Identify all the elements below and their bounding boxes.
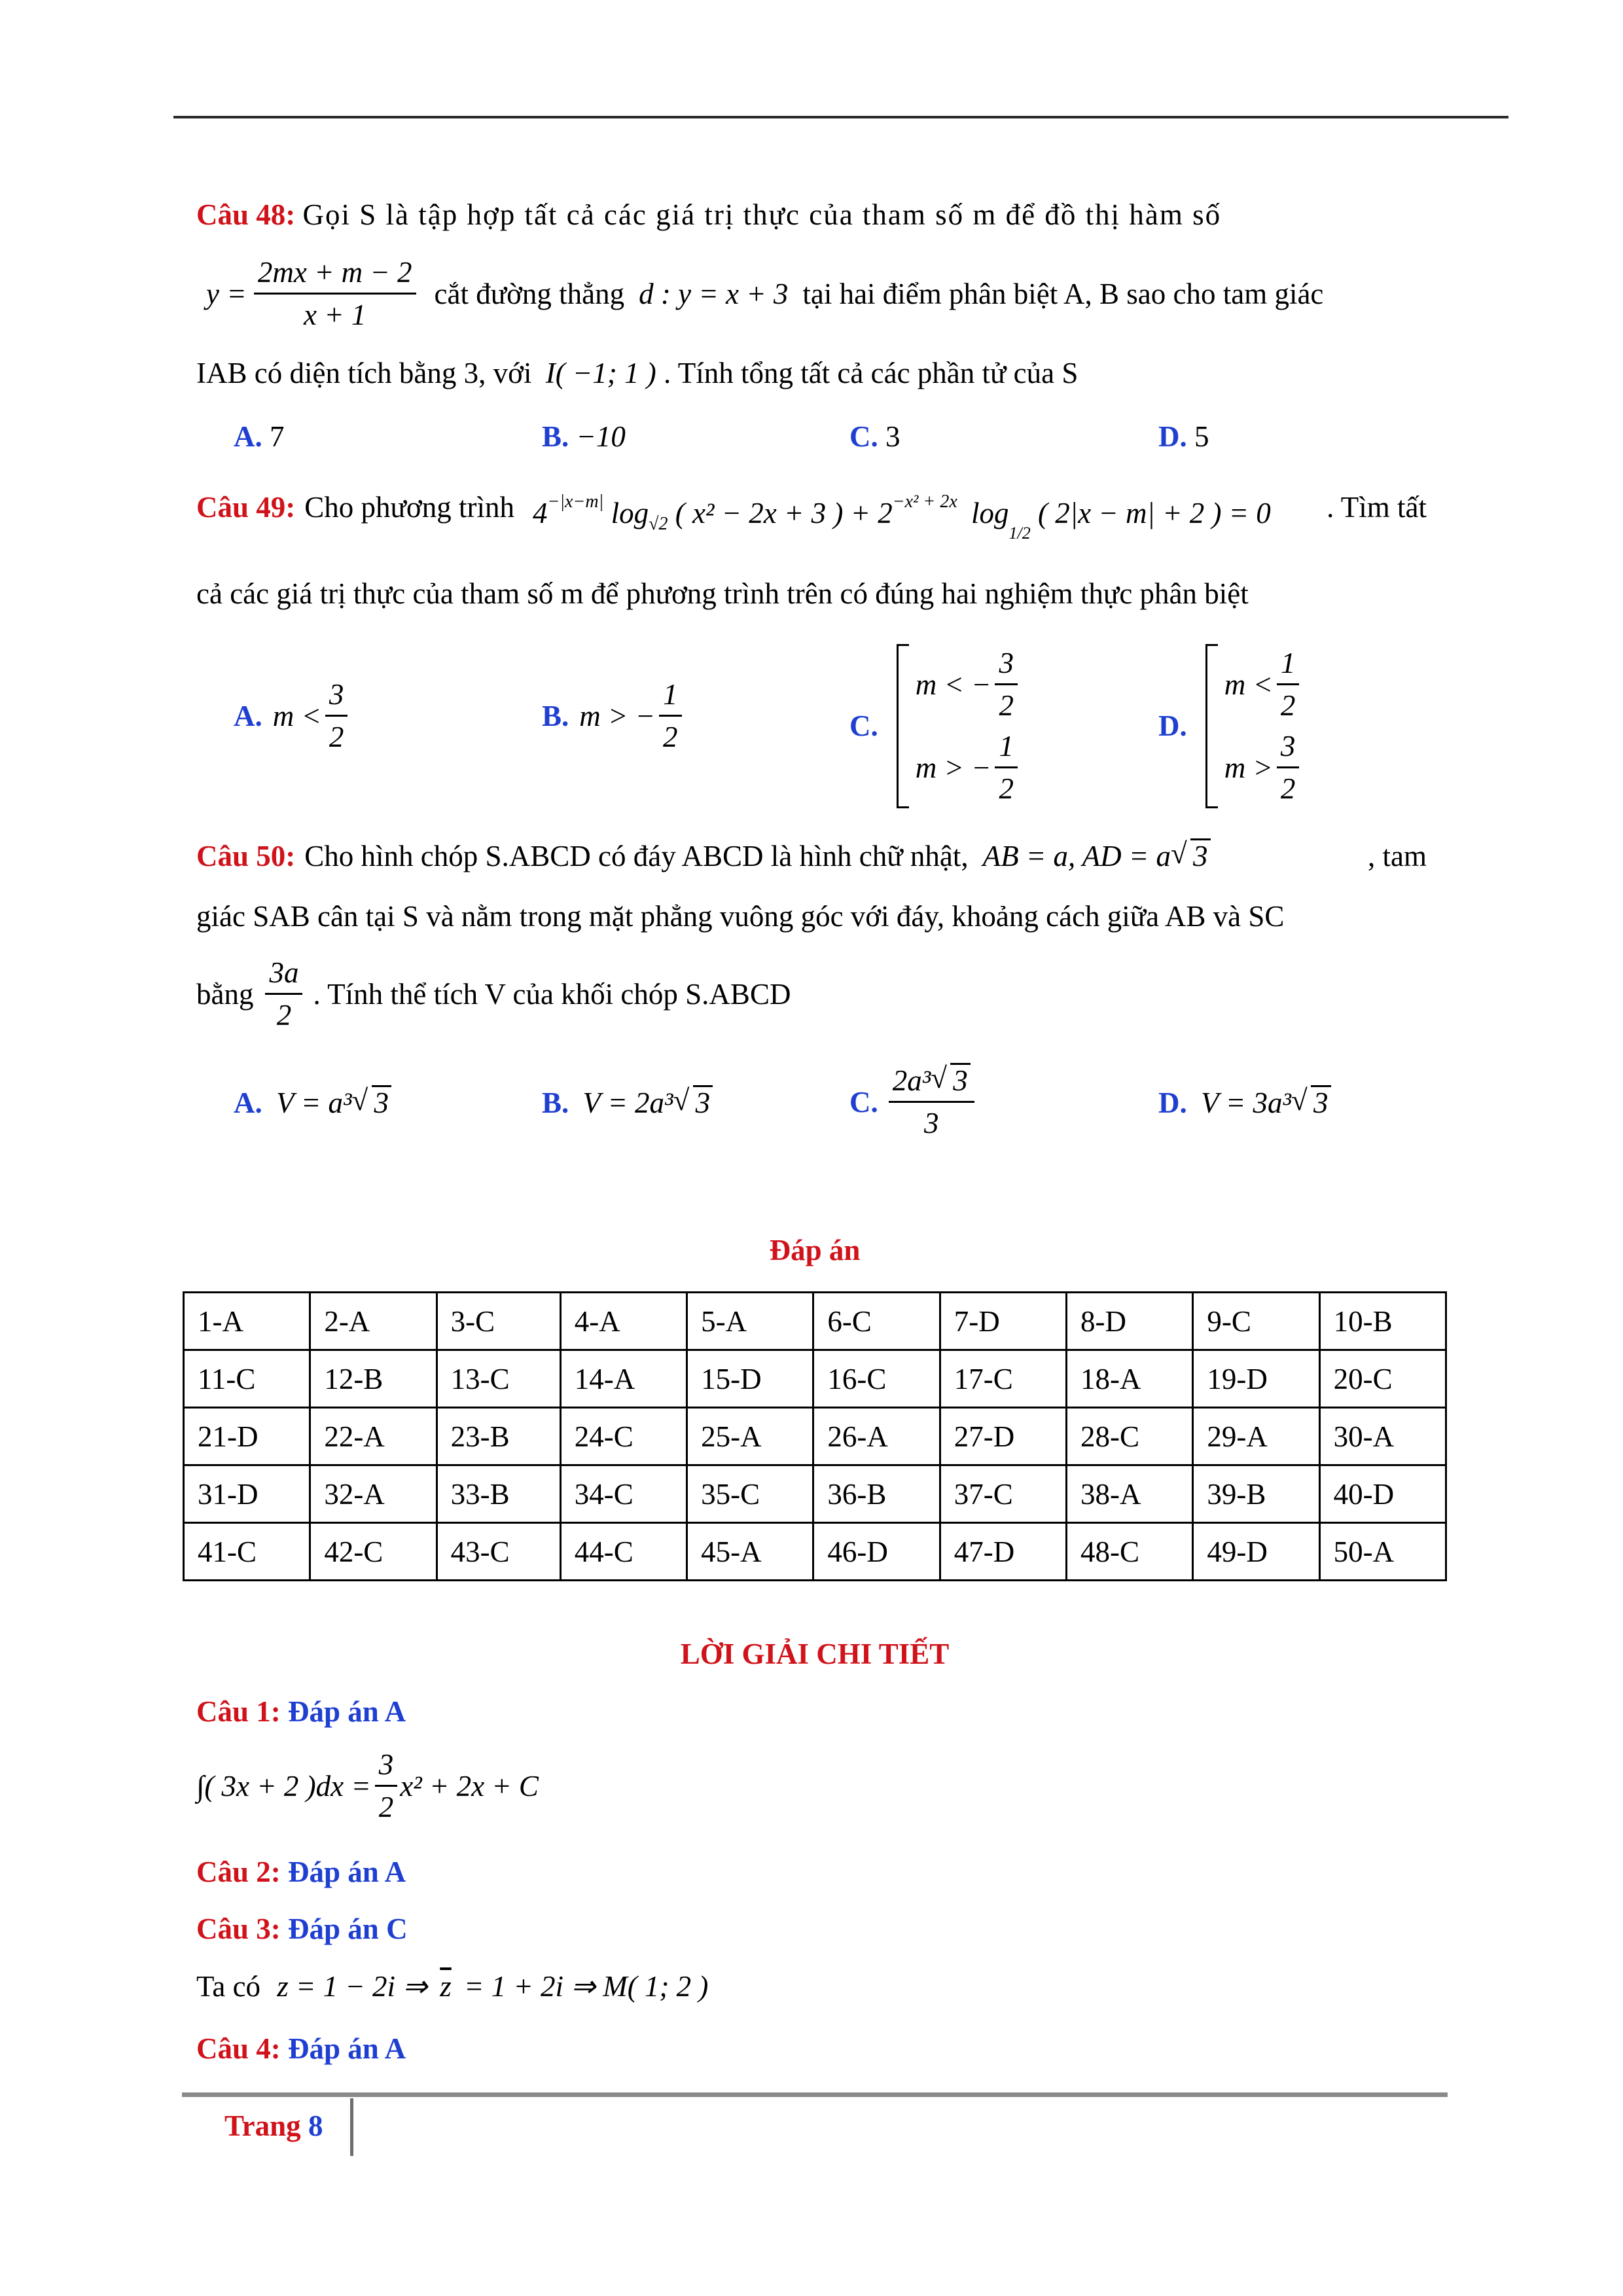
choice-letter: C. xyxy=(849,709,878,742)
q48-text5: . Tính tổng tất cả các phần tử của S xyxy=(664,357,1079,389)
answer-cell: 19-D xyxy=(1193,1350,1319,1408)
answer-cell: 2-A xyxy=(310,1293,437,1350)
table-row xyxy=(184,1293,1446,1350)
answer-cell: 28-C xyxy=(1067,1408,1193,1465)
q50-text4: bằng xyxy=(196,977,254,1011)
q48-text3: tại hai điểm phân biệt A, B sao cho tam giác xyxy=(802,277,1324,310)
answer-cell: 42-C xyxy=(310,1523,437,1581)
answer-cell: 29-A xyxy=(1193,1408,1319,1465)
q50-choice-a[interactable]: A. V = a³ √ 3 xyxy=(234,1083,391,1122)
q48-line-eq: d : y = x + 3 xyxy=(639,277,789,310)
answer-cell: 36-B xyxy=(813,1465,940,1523)
q48-choice-b[interactable] xyxy=(542,417,626,456)
sol-answer: Đáp án A xyxy=(288,1695,406,1728)
choice-letter: A. xyxy=(234,420,262,453)
q50-choice-d[interactable]: D. V = 3a³ √ 3 xyxy=(1158,1083,1331,1122)
q50-line1 xyxy=(196,836,1427,876)
choice-value: −10 xyxy=(576,420,626,453)
choice-letter: A. xyxy=(234,1086,262,1119)
q50-line3 xyxy=(196,952,791,1035)
answer-cell: 25-A xyxy=(687,1408,813,1465)
sol1-integral: ∫( 3x + 2 )dx = xyxy=(196,1769,371,1803)
bracket-icon xyxy=(1205,644,1218,808)
page-number: 8 xyxy=(308,2109,323,2142)
choice-letter: B. xyxy=(542,420,569,453)
q50-line2 xyxy=(196,897,1284,936)
answer-cell: 6-C xyxy=(813,1293,940,1350)
answer-cell: 37-C xyxy=(940,1465,1066,1523)
sol3-heading xyxy=(196,1909,408,1948)
q50-label: Câu 50: xyxy=(196,840,296,872)
q49-text1: Cho phương trình xyxy=(304,491,514,524)
answer-cell: 11-C xyxy=(184,1350,310,1408)
q48-point: I( −1; 1 ) xyxy=(545,357,656,389)
sol4-heading xyxy=(196,2029,406,2068)
answer-cell: 4-A xyxy=(560,1293,687,1350)
answer-cell: 31-D xyxy=(184,1465,310,1523)
answer-cell: 22-A xyxy=(310,1408,437,1465)
sol-label: Câu 3: xyxy=(196,1912,281,1945)
q48-text4: IAB có diện tích bằng 3, với xyxy=(196,357,532,389)
answer-cell: 16-C xyxy=(813,1350,940,1408)
q48-frac-den: x + 1 xyxy=(304,298,366,331)
choice-system: m < − $\frac{3}{2}$ m > − $\frac{1}{2}$ xyxy=(916,643,1018,809)
answer-cell: 35-C xyxy=(687,1465,813,1523)
answer-cell: 34-C xyxy=(560,1465,687,1523)
table-row xyxy=(184,1350,1446,1408)
q50-fraction: $\frac{3a}{2}$ xyxy=(265,952,302,1035)
sol-label: Câu 4: xyxy=(196,2032,281,2065)
q50-text3: giác SAB cân tại S và nằm trong mặt phẳng vuông góc với đáy, khoảng cách giữa AB và SC xyxy=(196,900,1285,933)
sol-answer: Đáp án C xyxy=(288,1912,408,1945)
q48-y: y = xyxy=(206,277,247,310)
sol3-eq-rest: = 1 + 2i ⇒ M( 1; 2 ) xyxy=(464,1970,709,2003)
footer-rule xyxy=(182,2092,1448,2097)
answer-cell: 46-D xyxy=(813,1523,940,1581)
footer-divider xyxy=(350,2098,353,2156)
answer-cell: 15-D xyxy=(687,1350,813,1408)
sol3-prefix: Ta có xyxy=(196,1970,261,2003)
choice-fraction: $\frac{1}{2}$ xyxy=(659,674,682,757)
sol1-rest: x² + 2x + C xyxy=(400,1769,539,1803)
answer-cell: 1-A xyxy=(184,1293,310,1350)
q50-text1: Cho hình chóp S.ABCD có đáy ABCD là hình chữ nhật, xyxy=(304,840,969,872)
choice-letter: C. xyxy=(849,420,878,453)
table-row xyxy=(184,1465,1446,1523)
solutions-title: LỜI GIẢI CHI TIẾT xyxy=(680,1638,950,1670)
answer-cell: 26-A xyxy=(813,1408,940,1465)
answer-cell: 32-A xyxy=(310,1465,437,1523)
q48-line2 xyxy=(206,252,1427,335)
choice-value: V = a³ xyxy=(276,1086,352,1119)
q49-choice-c[interactable] xyxy=(849,643,1018,809)
answer-cell: 48-C xyxy=(1067,1523,1193,1581)
choice-fraction: $\frac{3}{2}$ xyxy=(325,674,348,757)
sol1-heading xyxy=(196,1692,406,1731)
answer-cell: 12-B xyxy=(310,1350,437,1408)
answer-cell: 20-C xyxy=(1319,1350,1446,1408)
q49-label: Câu 49: xyxy=(196,491,296,524)
answer-cell: 7-D xyxy=(940,1293,1066,1350)
q50-eq1: AB = a, AD = a √ 3 xyxy=(983,836,1211,876)
choice-letter: D. xyxy=(1158,1086,1187,1119)
q50-text2: , tam xyxy=(1368,840,1427,872)
answer-cell: 43-C xyxy=(437,1523,560,1581)
q48-choice-a[interactable] xyxy=(234,417,285,456)
q50-choice-c[interactable] xyxy=(849,1060,974,1143)
choice-letter: B. xyxy=(542,699,569,732)
sol1-equation xyxy=(196,1744,539,1827)
q49-text3: cả các giá trị thực của tham số m để phương trình trên có đúng hai nghiệm thực phân biệt xyxy=(196,577,1249,610)
table-row xyxy=(184,1408,1446,1465)
answer-cell: 38-A xyxy=(1067,1465,1193,1523)
bracket-icon xyxy=(897,644,909,808)
answer-cell: 47-D xyxy=(940,1523,1066,1581)
answer-cell: 18-A xyxy=(1067,1350,1193,1408)
q48-frac-num: 2mx + m − 2 xyxy=(254,252,416,295)
q48-choice-d[interactable] xyxy=(1158,417,1209,456)
answer-cell: 10-B xyxy=(1319,1293,1446,1350)
sol1-fraction: $\frac{3}{2}$ xyxy=(375,1744,398,1827)
sol2-heading xyxy=(196,1852,406,1892)
sol3-zbar: $\overline{z}$ xyxy=(440,1970,452,2003)
choice-letter: A. xyxy=(234,699,262,732)
answer-cell: 13-C xyxy=(437,1350,560,1408)
answer-cell: 40-D xyxy=(1319,1465,1446,1523)
choice-letter: C. xyxy=(849,1085,878,1119)
answer-cell: 3-C xyxy=(437,1293,560,1350)
answer-cell: 41-C xyxy=(184,1523,310,1581)
choice-letter: B. xyxy=(542,1086,569,1119)
answer-cell: 50-A xyxy=(1319,1523,1446,1581)
page-footer xyxy=(224,2106,323,2145)
answer-cell: 21-D xyxy=(184,1408,310,1465)
q49-line1 xyxy=(196,488,1427,544)
answer-cell: 8-D xyxy=(1067,1293,1193,1350)
q48-text2: cắt đường thẳng xyxy=(434,277,625,310)
choice-system: m < $\frac{1}{2}$ m > $\frac{3}{2}$ xyxy=(1224,643,1300,809)
q49-choice-b[interactable] xyxy=(542,674,682,757)
choice-value: V = 3a³ xyxy=(1201,1086,1292,1119)
answer-cell: 5-A xyxy=(687,1293,813,1350)
q48-text1: Gọi S là tập hợp tất cả các giá trị thực của tham số m để đồ thị hàm số xyxy=(302,198,1222,231)
q48-fraction xyxy=(254,252,416,335)
sol-label: Câu 2: xyxy=(196,1856,281,1888)
choice-value: 3 xyxy=(885,420,901,453)
choice-lhs: m < xyxy=(272,699,321,732)
answer-cell: 49-D xyxy=(1193,1523,1319,1581)
sol-label: Câu 1: xyxy=(196,1695,281,1728)
answer-cell: 24-C xyxy=(560,1408,687,1465)
answer-cell: 17-C xyxy=(940,1350,1066,1408)
choice-value: 5 xyxy=(1194,420,1209,453)
q49-choice-d[interactable] xyxy=(1158,643,1299,809)
q49-equation: $4^{-|x-m|}$ $\log_{√2}$ ( x² − 2x + 3 ) + $2^{-x^2 + 2x}$ $\log_{1/2}$ ( 2|x − m| + 2 ) = 0 xyxy=(532,492,1271,543)
answers-title: Đáp án xyxy=(769,1234,861,1266)
footer-label: Trang xyxy=(224,2109,301,2142)
sol-answer: Đáp án A xyxy=(288,1856,406,1888)
answer-cell: 39-B xyxy=(1193,1465,1319,1523)
answer-cell: 9-C xyxy=(1193,1293,1319,1350)
choice-letter: D. xyxy=(1158,420,1187,453)
choice-value: V = 2a³ xyxy=(582,1086,673,1119)
answer-cell: 14-A xyxy=(560,1350,687,1408)
answer-cell: 44-C xyxy=(560,1523,687,1581)
q48-label: Câu 48: xyxy=(196,198,296,231)
q49-text2: . Tìm tất xyxy=(1327,491,1427,524)
q48-line3 xyxy=(196,353,1078,393)
answer-cell: 33-B xyxy=(437,1465,560,1523)
choice-fraction: $\frac{\text{2a³ √ 3}}{3}$ xyxy=(889,1060,974,1143)
header-rule xyxy=(173,116,1508,118)
q50-choice-b[interactable]: B. V = 2a³ √ 3 xyxy=(542,1083,713,1122)
choice-value: 7 xyxy=(270,420,285,453)
answer-table xyxy=(183,1291,1447,1581)
choice-lhs: m > − xyxy=(579,699,655,732)
q48-choice-c[interactable] xyxy=(849,417,901,456)
q49-choice-a[interactable] xyxy=(234,674,348,757)
sol3-eq: z = 1 − 2i ⇒ xyxy=(277,1970,427,2003)
choice-letter: D. xyxy=(1158,709,1187,742)
answer-cell: 23-B xyxy=(437,1408,560,1465)
table-row xyxy=(184,1523,1446,1581)
q49-line2 xyxy=(196,574,1249,613)
answer-cell: 30-A xyxy=(1319,1408,1446,1465)
answer-cell: 27-D xyxy=(940,1408,1066,1465)
answer-cell: 45-A xyxy=(687,1523,813,1581)
q48-line1 xyxy=(196,195,1427,234)
sol-answer: Đáp án A xyxy=(288,2032,406,2065)
sol3-body xyxy=(196,1967,708,2006)
q50-text5: . Tính thể tích V của khối chóp S.ABCD xyxy=(313,977,791,1011)
